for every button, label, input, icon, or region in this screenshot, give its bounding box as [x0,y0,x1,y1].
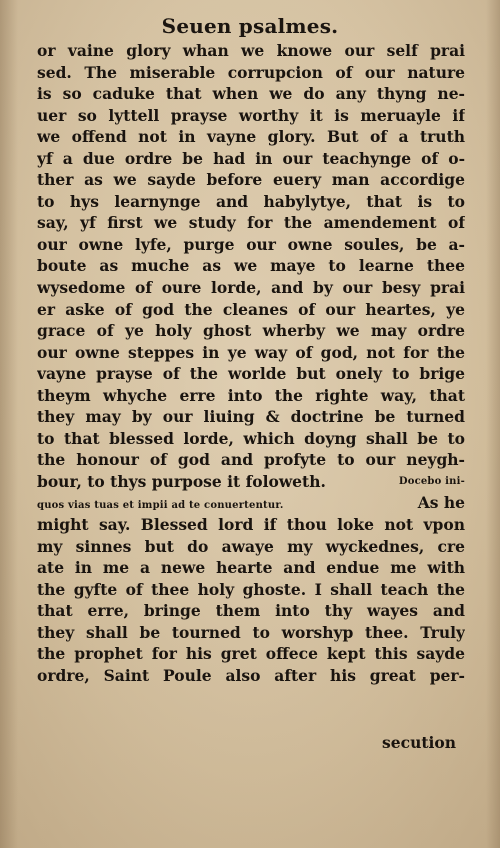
text-line: the gyfte of thee holy ghoste. I shall teach the [37,579,465,599]
text-line: to that blessed lorde, which doyng shall be to [37,428,465,448]
text-line: say, yf first we study for the amendement of [37,213,465,233]
text-line: our owne steppes in ye way of god, not for the [37,342,465,362]
text-line: the honour of god and profyte to our neygh- [37,450,465,470]
page-gutter-shadow [0,0,18,848]
latin-quotation-text: quos vias tuas et impii ad te conuertentur. [37,500,284,512]
text-line: ther as we sayde before euery man accordige [37,170,465,190]
text-line: that erre, bringe them into thy wayes and [37,601,465,621]
text-line: er aske of god the cleanes of our heartes, ye [37,299,465,319]
running-head: Seuen psalmes. [161,14,339,38]
text-line: ate in me a newe hearte and endue me with [37,558,465,578]
text-line: grace of ye holy ghost wherby we may ordre [37,321,465,341]
text-line [37,471,465,493]
latin-quotation-start: Docebo ini- [398,475,465,487]
text-line: might say. Blessed lord if thou loke not vpon [37,515,465,535]
text-line: theym whyche erre into the righte way, that [37,385,465,405]
text-line: our owne lyfe, purge our owne soules, be a- [37,234,465,254]
text-line: my sinnes but do awaye my wyckednes, cre [37,536,465,556]
latin-quotation-line [37,492,465,514]
text-line: the prophet for his gret offece kept this sayde [37,644,465,664]
text-line: they may by our liuing & doctrine be turned [37,407,465,427]
text-line: ordre, Saint Poule also after his great per- [37,665,465,685]
catchword: secution [382,733,456,752]
text-line: to hys learnynge and habylytye, that is to [37,191,465,211]
text-line: yf a due ordre be had in our teachynge of o- [37,148,465,168]
text-line: uer so lyttell prayse worthy it is meruayle if [37,105,465,125]
text-line: we offend not in vayne glory. But of a truth [37,127,465,147]
page-edge-shadow [486,0,500,848]
text-line-english: bour, to thys purpose it foloweth. [37,471,326,491]
text-line-english: As he [417,493,465,513]
text-line: boute as muche as we maye to learne thee [37,256,465,276]
body-text [37,40,465,686]
text-line: vayne prayse of the worlde but onely to brige [37,364,465,384]
text-line: or vaine glory whan we knowe our self prai [37,41,465,60]
text-line: sed. The miserable corrupcion of our nature [37,62,465,82]
text-line: wysedome of oure lorde, and by our besy prai [37,278,465,298]
text-line: they shall be tourned to worshyp thee. Truly [37,622,465,642]
text-line: is so caduke that when we do any thyng ne- [37,84,465,104]
